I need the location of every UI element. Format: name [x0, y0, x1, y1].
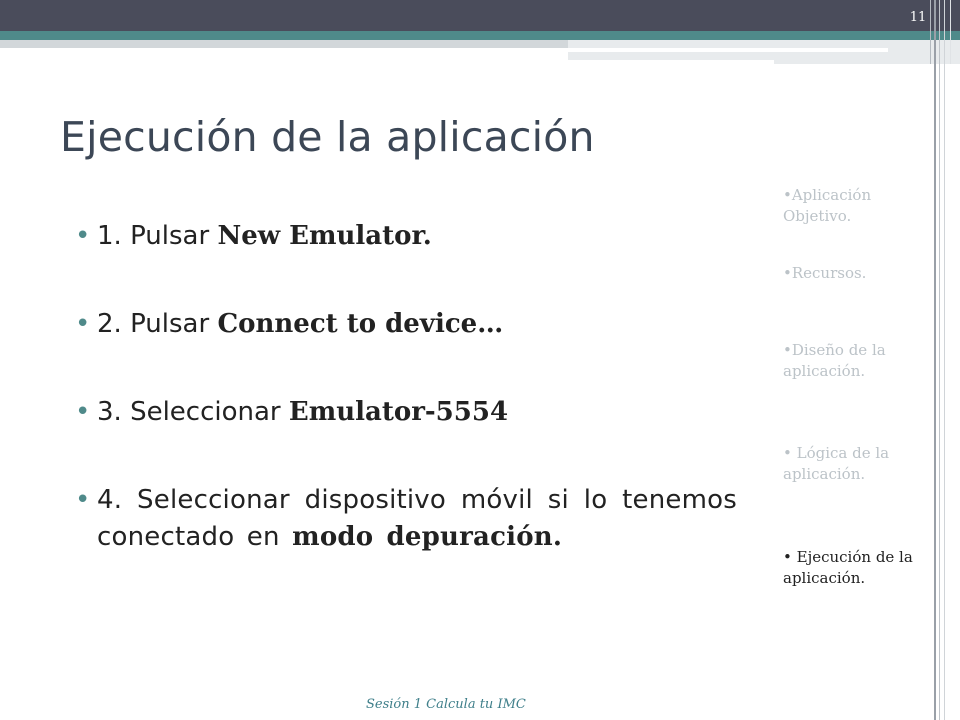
bullet-marker: •	[75, 221, 91, 251]
bullet-marker: •	[75, 485, 91, 515]
decorative-vertical-line	[950, 0, 951, 64]
bullet-item	[75, 306, 737, 343]
bullet-text: 4. Seleccionar dispositivo móvil si lo tenemos conectado en	[97, 485, 737, 552]
outline-item-logica: • Lógica de la aplicación.	[783, 444, 890, 483]
bullet-emphasis: modo depuración.	[292, 522, 563, 552]
outline-item-objetivo: •Aplicación Objetivo.	[783, 186, 872, 225]
bullet-list	[75, 218, 737, 607]
slide-number: 11	[909, 10, 927, 25]
slide-footer: Sesión 1 Calcula tu IMC	[366, 697, 526, 712]
bullet-text: 1. Pulsar	[97, 221, 218, 251]
header-accent-stripe	[0, 31, 960, 40]
slide-title: Ejecución de la aplicación	[60, 113, 595, 161]
bullet-item	[75, 482, 737, 556]
bullet-text: 2. Pulsar	[97, 309, 218, 339]
outline-item-recursos: •Recursos.	[783, 264, 867, 282]
outline-item-diseno: •Diseño de la aplicación.	[783, 341, 886, 380]
bullet-emphasis: New Emulator.	[217, 221, 432, 251]
bullet-item	[75, 218, 737, 255]
bullet-marker: •	[75, 309, 91, 339]
bullet-emphasis: Emulator-5554	[288, 397, 509, 427]
header-bar	[0, 0, 960, 31]
header-divider-line	[568, 60, 774, 64]
bullet-text: 3. Seleccionar	[97, 397, 289, 427]
bullet-marker: •	[75, 397, 91, 427]
bullet-emphasis: Connect to device…	[217, 309, 504, 339]
decorative-vertical-line	[944, 0, 945, 720]
header-divider-line	[568, 48, 888, 52]
decorative-vertical-line	[930, 0, 931, 64]
bullet-item	[75, 394, 737, 431]
outline-item-ejecucion: • Ejecución de la aplicación.	[783, 548, 913, 587]
